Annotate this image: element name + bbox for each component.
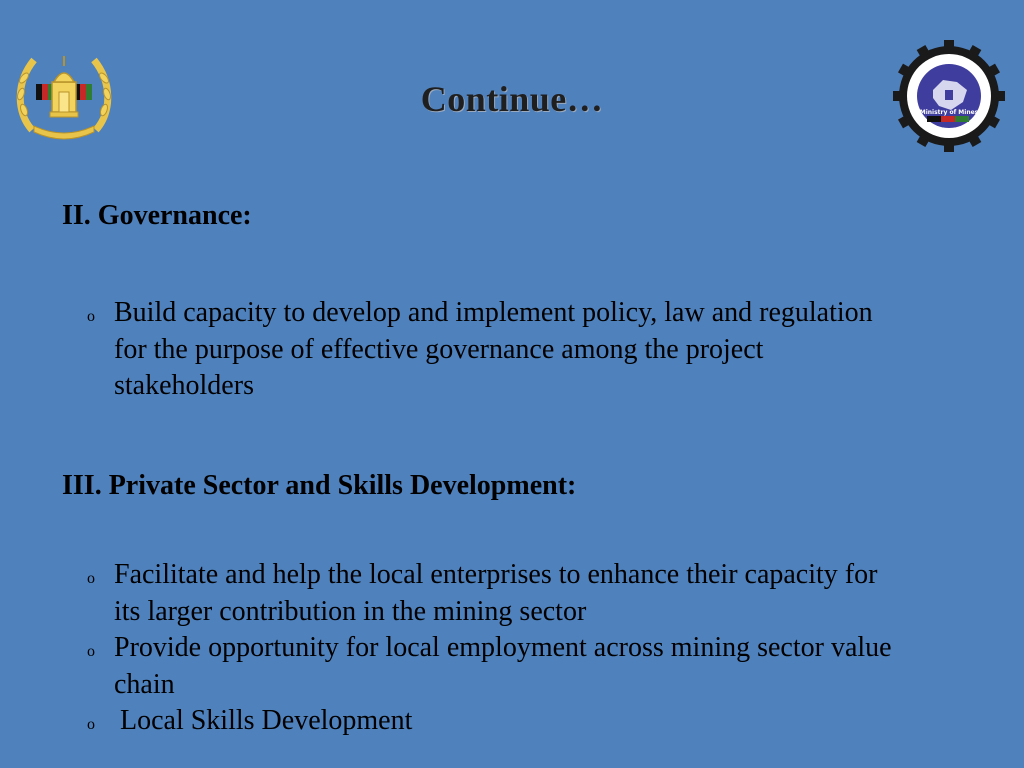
bullet-circle-icon: o: [87, 570, 95, 587]
governance-bullet-list: [84, 295, 904, 405]
list-item: [84, 703, 904, 740]
seal-label: Ministry of Mines: [919, 109, 979, 116]
ministry-of-mines-seal-icon: [893, 40, 1005, 152]
section-heading-governance: II. Governance:: [62, 200, 252, 231]
bullet-text: Build capacity to develop and implement policy, law and regulation for the purpose of effective governance among the project stakeholders: [114, 297, 873, 401]
section-heading-private-sector: III. Private Sector and Skills Development:: [62, 470, 577, 501]
bullet-text: Provide opportunity for local employment across mining sector value chain: [114, 632, 892, 700]
bullet-text: Local Skills Development: [120, 705, 413, 736]
list-item: [84, 630, 904, 703]
slide-title: Continue…: [420, 79, 604, 119]
bullet-circle-icon: o: [87, 716, 95, 733]
bullet-text: Facilitate and help the local enterprises to enhance their capacity for its larger contribution in the mining sector: [114, 559, 878, 627]
bullet-circle-icon: o: [87, 308, 95, 325]
list-item: [84, 557, 904, 630]
private-sector-bullet-list: [84, 557, 904, 740]
bullet-circle-icon: o: [87, 643, 95, 660]
list-item: [84, 295, 904, 405]
